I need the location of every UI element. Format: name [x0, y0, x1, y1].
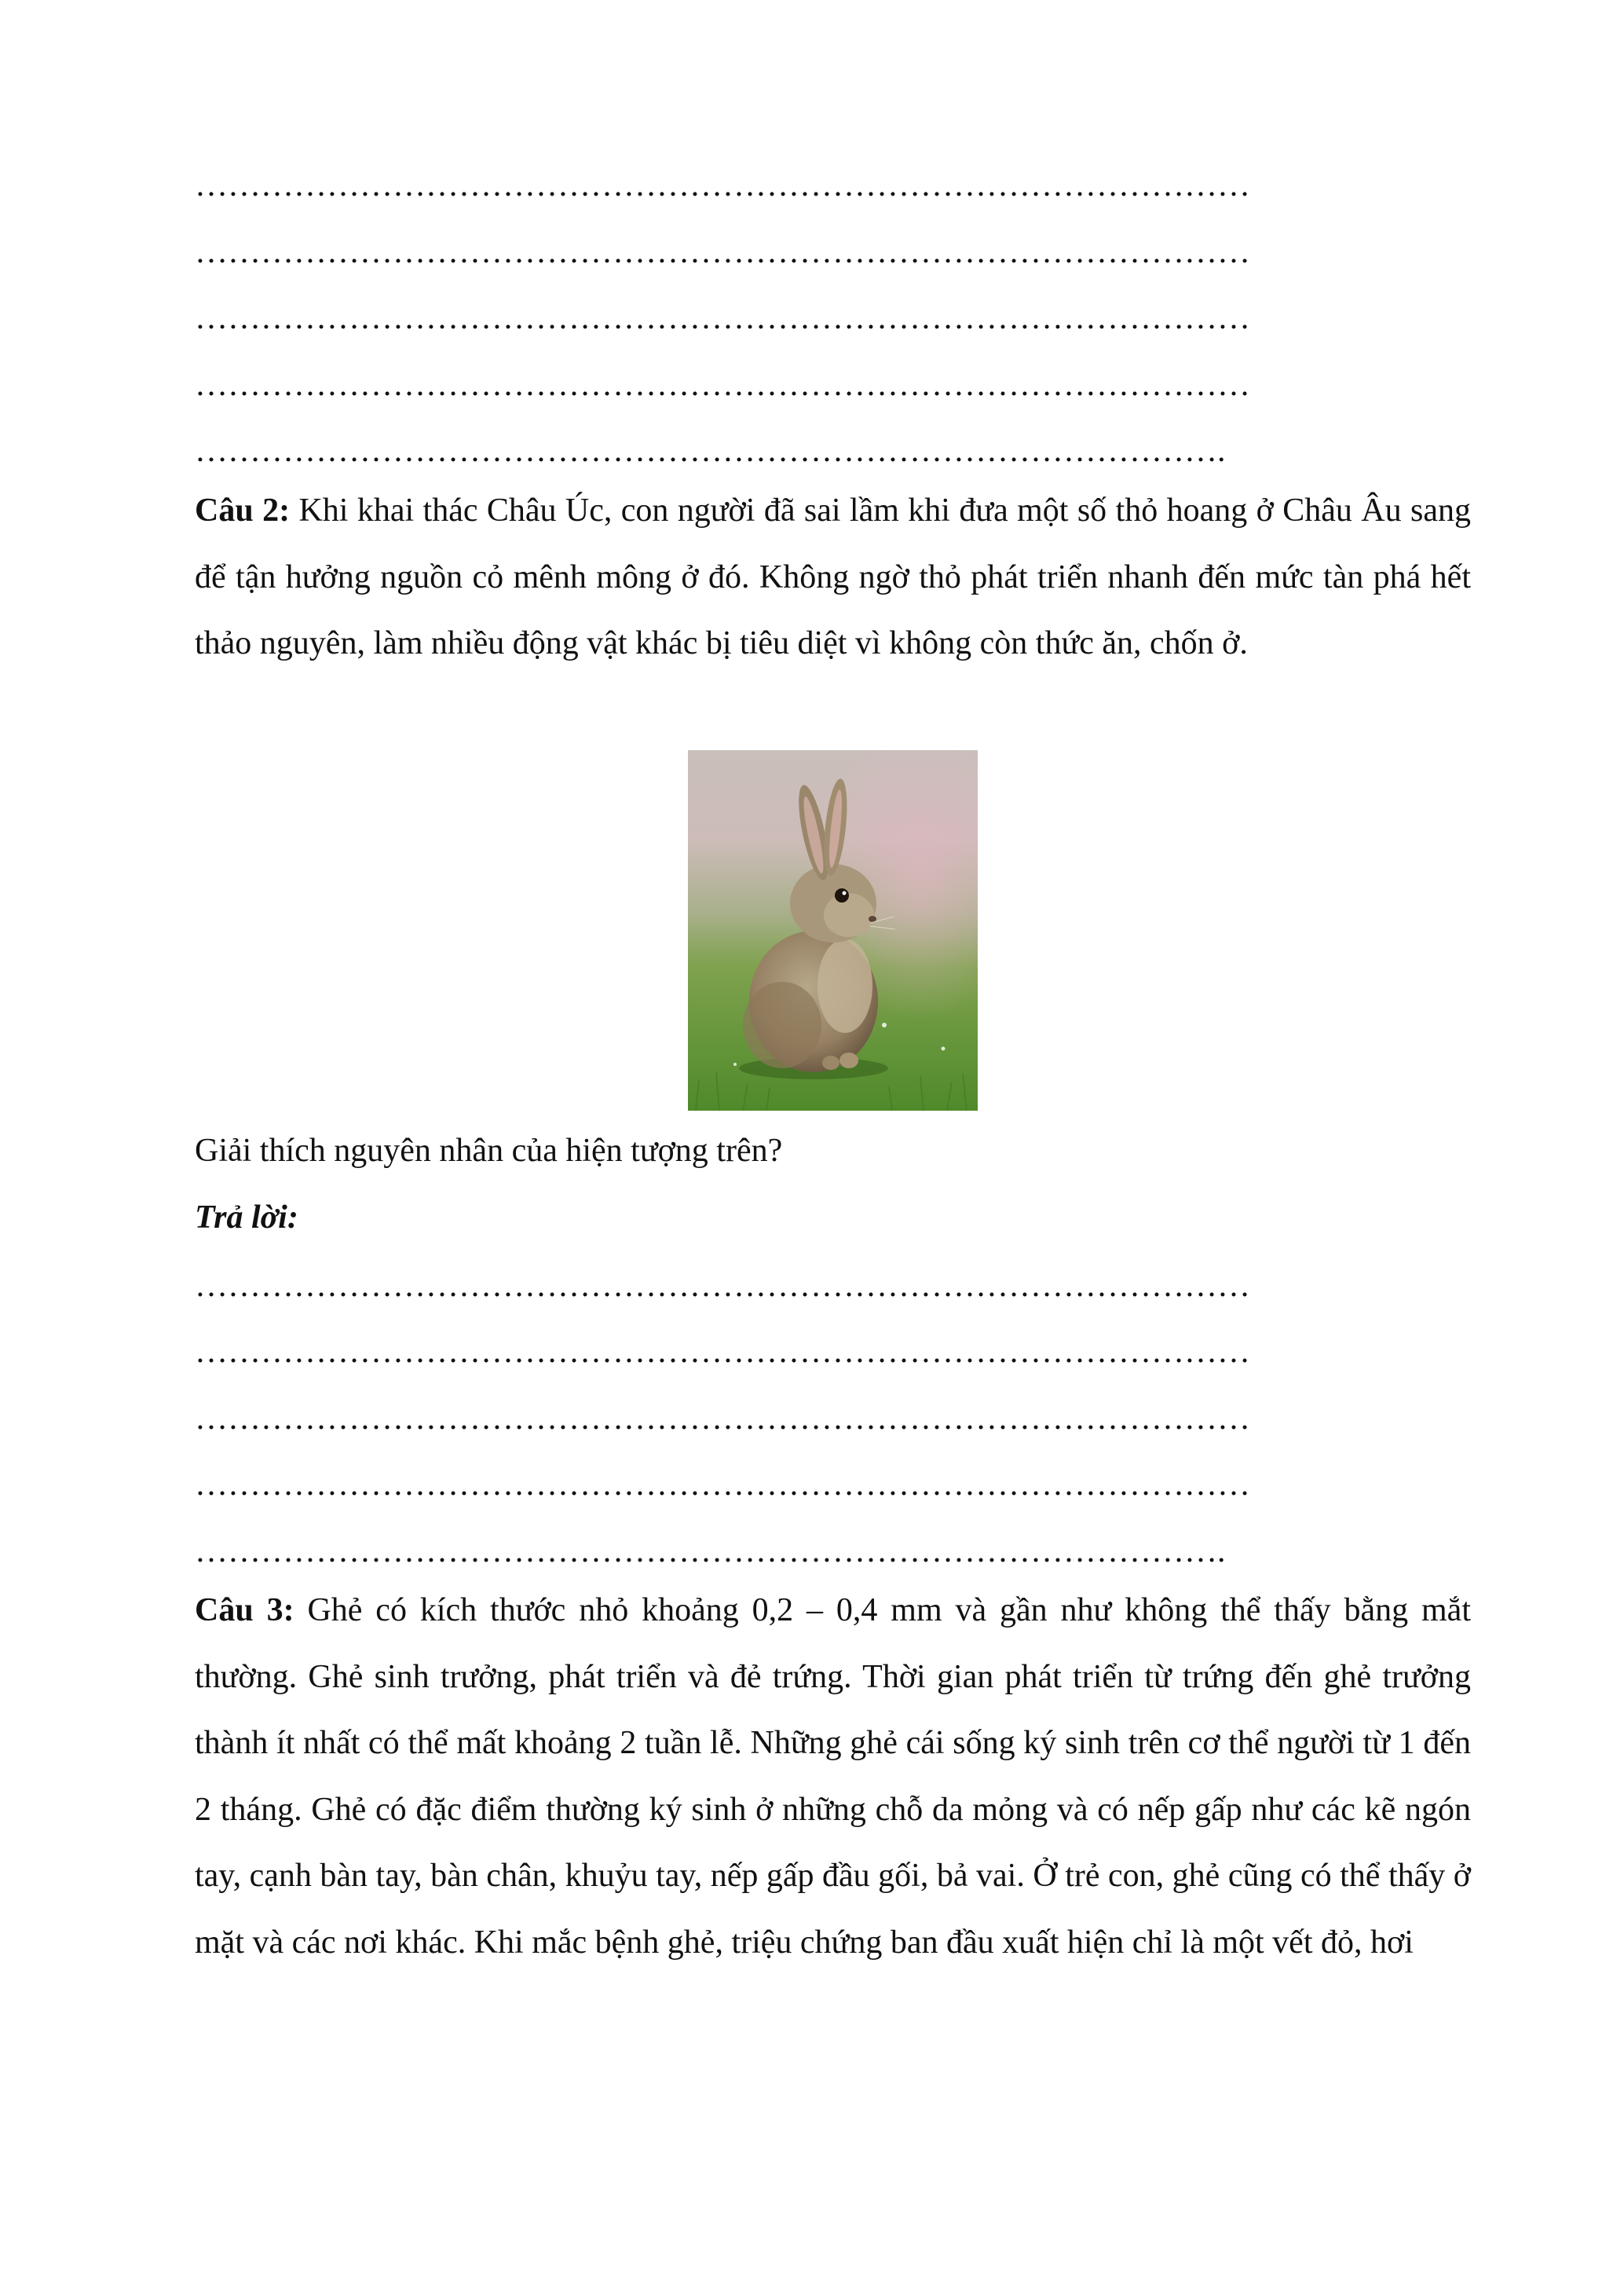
answer-dotted-line[interactable]: …………………………………………………………………………………. — [195, 1533, 1226, 1569]
question-3-label: Câu 3: — [195, 1592, 294, 1628]
question-2-paragraph — [195, 478, 1471, 677]
answer-dotted-line[interactable]: …………………………………………………………………………………… — [195, 234, 1250, 270]
answer-dotted-line[interactable]: …………………………………………………………………………………… — [195, 1467, 1250, 1503]
rabbit-photo — [688, 750, 978, 1111]
answer-dotted-line[interactable]: …………………………………………………………………………………… — [195, 1334, 1250, 1370]
question-2-prompt: Giải thích nguyên nhân của hiện tượng trên? — [195, 1133, 783, 1169]
question-3-text: Ghẻ có kích thước nhỏ khoảng 0,2 – 0,4 mm và gần như không thể thấy bằng mắt thường. Ghẻ sinh trưởng, phát triển và đẻ trứng. Thời gian phát triển từ trứng đến ghẻ trưởng thành ít nhất có thể mất khoảng 2 tuần lễ. Những ghẻ cái sống ký sinh trên cơ thể người từ 1 đến 2 tháng. Ghẻ có đặc điểm thường ký sinh ở những chỗ da mỏng và có nếp gấp như các kẽ ngón tay, cạnh bàn tay, bàn chân, khuỷu tay, nếp gấp đầu gối, bả vai. Ở trẻ con, ghẻ cũng có thể thấy ở mặt và các nơi khác. Khi mắc bệnh ghẻ, triệu chứng ban đầu xuất hiện chỉ là một vết đỏ, hơi — [195, 1592, 1471, 1961]
answer-dotted-line[interactable]: …………………………………………………………………………………… — [195, 300, 1250, 336]
answer-label: Trả lời: — [195, 1199, 298, 1236]
answer-dotted-line[interactable]: …………………………………………………………………………………… — [195, 1401, 1250, 1437]
answer-dotted-line[interactable]: …………………………………………………………………………………. — [195, 433, 1226, 469]
answer-dotted-line[interactable]: …………………………………………………………………………………… — [195, 367, 1250, 403]
answer-dotted-line[interactable]: …………………………………………………………………………………… — [195, 167, 1250, 203]
question-2-label: Câu 2: — [195, 493, 291, 529]
question-2-text: Khi khai thác Châu Úc, con người đã sai lầm khi đưa một số thỏ hoang ở Châu Âu sang để tận hưởng nguồn cỏ mênh mông ở đó. Không ngờ thỏ phát triển nhanh đến mức tàn phá hết thảo nguyên, làm nhiều động vật khác bị tiêu diệt vì không còn thức ăn, chốn ở. — [195, 493, 1471, 661]
question-3-paragraph — [195, 1577, 1471, 1976]
answer-dotted-line[interactable]: …………………………………………………………………………………… — [195, 1268, 1250, 1304]
